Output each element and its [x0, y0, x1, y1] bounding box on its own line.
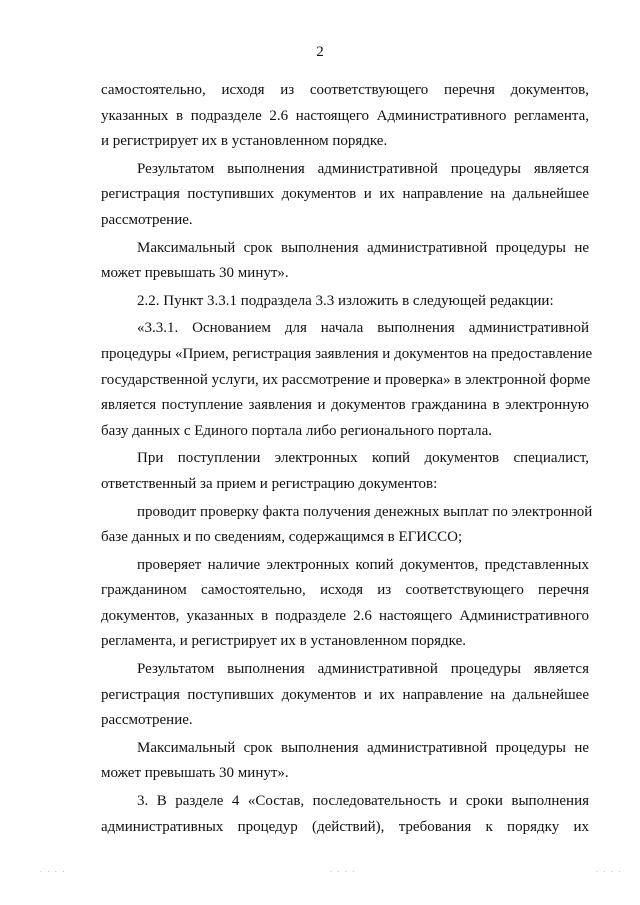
text-line: регламента, и регистрирует их в установленном порядке. — [101, 633, 466, 650]
text-line: может превышать 30 минут». — [101, 265, 289, 282]
text-line: 2.2. Пункт 3.3.1 подраздела 3.3 изложить в следующей редакции: — [137, 292, 554, 309]
paragraph — [101, 789, 589, 840]
footer-mark-left: . . . . — [40, 866, 67, 874]
text-line: проверяет наличие электронных копий документов, представленных — [137, 556, 589, 573]
footer-mark-right: . . . . — [596, 866, 623, 874]
text-line: базу данных с Единого портала либо регионального портала. — [101, 422, 493, 439]
paragraph — [101, 553, 589, 655]
text-line: административных процедур (действий), требования к порядку их — [101, 818, 589, 835]
text-line: государственной услуги, их рассмотрение и проверка» в электронной форме — [101, 371, 591, 388]
page-number: 2 — [316, 44, 324, 60]
text-line: 3. В разделе 4 «Состав, последовательность и сроки выполнения — [137, 793, 589, 810]
paragraph — [101, 736, 589, 787]
text-line: процедуры «Прием, регистрация заявления и документов на предоставление — [101, 345, 593, 362]
footer-mark-center: . . . . — [330, 866, 357, 874]
text-line: документов, указанных в подразделе 2.6 настоящего Административного — [101, 607, 589, 624]
text-line: проводит проверку факта получения денежных выплат по электронной — [137, 503, 593, 520]
text-line: базе данных и по сведениям, содержащимся в ЕГИССО; — [101, 529, 463, 546]
text-line: рассмотрение. — [101, 712, 193, 729]
text-line: регистрация поступивших документов и их направление на дальнейшее — [101, 186, 589, 203]
document-body — [101, 78, 593, 842]
text-line: Результатом выполнения административной процедуры является — [137, 160, 589, 177]
text-line: Результатом выполнения административной процедуры является — [137, 661, 589, 678]
paragraph — [101, 289, 589, 315]
text-line: Максимальный срок выполнения административной процедуры не — [137, 739, 589, 756]
text-line: является поступление заявления и документов гражданина в электронную — [101, 397, 589, 414]
paragraph — [101, 446, 589, 497]
paragraph — [101, 657, 589, 734]
text-line: «3.3.1. Основанием для начала выполнения административной — [137, 320, 589, 337]
text-line: ответственный за прием и регистрацию документов: — [101, 475, 438, 492]
paragraph — [101, 157, 589, 234]
text-line: регистрация поступивших документов и их направление на дальнейшее — [101, 686, 589, 703]
paragraph — [101, 236, 589, 287]
text-line: При поступлении электронных копий документов специалист, — [137, 450, 589, 467]
text-line: Максимальный срок выполнения административной процедуры не — [137, 239, 589, 256]
paragraph — [101, 316, 593, 444]
paragraph — [101, 500, 593, 551]
paragraph — [101, 78, 589, 155]
text-line: может превышать 30 минут». — [101, 765, 289, 782]
text-line: указанных в подразделе 2.6 настоящего Административного регламента, — [101, 107, 589, 124]
text-line: самостоятельно, исходя из соответствующего перечня документов, — [101, 82, 589, 98]
text-line: гражданином самостоятельно, исходя из соответствующего перечня — [101, 582, 589, 599]
text-line: рассмотрение. — [101, 211, 193, 228]
text-line: и регистрирует их в установленном порядке. — [101, 133, 388, 150]
